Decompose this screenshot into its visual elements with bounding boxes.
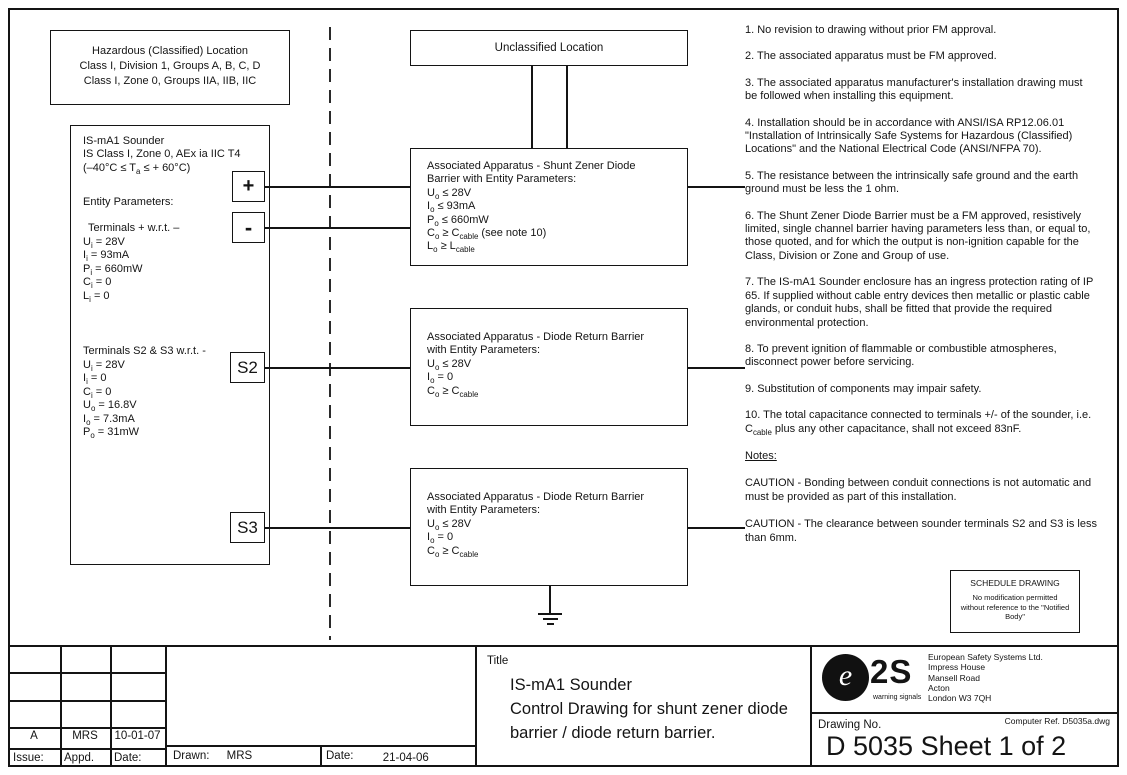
ground-stem — [549, 586, 551, 613]
drawn-cell — [173, 750, 252, 762]
barrier-text-line: $C_o \ge C_{cable}$ — [427, 544, 479, 559]
revision-date-value: 10-01-07 — [114, 730, 161, 742]
note-10: 10. The total capacitance connected to terminals +/- of the sounder, i.e. $C_{cable}$ plus any other capacitance, shall not exceed 83nF. — [745, 409, 1092, 437]
barrier-text-line: with Entity Parameters: — [427, 344, 541, 357]
schedule-drawing-title: SCHEDULE DRAWING — [970, 578, 1060, 588]
feed-line-right — [566, 66, 568, 148]
hazardous-location-line: Hazardous (Classified) Location — [92, 45, 248, 57]
titleblock-divider — [320, 745, 322, 767]
barrier-text-line: Associated Apparatus - Diode Return Barrier — [427, 491, 645, 503]
e2s-logo-2s: 2S — [870, 653, 913, 690]
entity-param: $C_i = 0$ — [83, 276, 112, 291]
ground-symbol-bar3 — [547, 623, 554, 625]
barrier-text-line: $U_o \le 28V$ — [427, 517, 472, 532]
drawing-number: D 5035 Sheet 1 of 2 — [826, 731, 1067, 761]
revision-appd-value: MRS — [72, 730, 98, 742]
barrier-box-shunt-zener — [410, 148, 688, 266]
barrier-text-line: $U_o \le 28V$ — [427, 357, 472, 372]
drawing-no-label: Drawing No. — [818, 719, 882, 731]
ground-symbol-bar2 — [543, 618, 558, 620]
terminal-s2 — [230, 352, 265, 383]
revision-row-line — [8, 672, 165, 674]
barrier-box-diode-return-2 — [410, 468, 688, 586]
e2s-logo-tagline: warning signals — [873, 694, 922, 701]
e2s-logo — [822, 654, 869, 701]
barrier-text-line: $I_o \le 93mA$ — [427, 200, 476, 215]
note-8: 8. To prevent ignition of flammable or combustible atmospheres, disconnect power before servicing. — [745, 342, 1057, 369]
terminal-s3 — [230, 512, 265, 543]
computer-ref: Computer Ref. D5035a.dwg — [1004, 716, 1110, 726]
terminal-minus-label: - — [244, 214, 253, 240]
barrier-text-line: Barrier with Entity Parameters: — [427, 173, 577, 186]
hazardous-location-line: Class I, Zone 0, Groups IIA, IIB, IIC — [83, 75, 257, 87]
company-address-line: European Safety Systems Ltd. — [928, 652, 1043, 662]
date2-label: Date: — [326, 750, 354, 762]
terminal-s3-label: S3 — [237, 517, 258, 537]
revision-row-line — [8, 727, 165, 729]
company-address-line: Impress House — [928, 662, 986, 673]
wire-barrier2-out — [688, 367, 745, 369]
entity-param: $U_i = 28V$ — [83, 236, 125, 251]
barrier-text-line: $P_o \le 660mW$ — [427, 213, 489, 228]
entity-param: $I_o = 7.3mA$ — [83, 412, 135, 427]
note-9: 9. Substitution of components may impair safety. — [745, 382, 982, 395]
note-3: 3. The associated apparatus manufacturer's installation drawing must be followed when installing this equipment. — [745, 76, 1083, 103]
wire-s2 — [265, 367, 410, 369]
entity-param: $I_i = 0$ — [83, 372, 107, 387]
note-1: 1. No revision to drawing without prior FM approval. — [745, 24, 997, 36]
entity-param: $C_i = 0$ — [83, 385, 112, 400]
barrier-text-line: $C_o \ge C_{cable}$ (see note 10) — [427, 227, 547, 242]
unclassified-location-box — [410, 30, 688, 66]
entity-param: $P_i = 660mW$ — [83, 262, 143, 277]
titleblock-divider — [165, 645, 167, 767]
schedule-drawing-body: No modification permitted without reference to the "Notified Body" — [960, 593, 1070, 622]
barrier-text-line: $I_o = 0$ — [427, 371, 454, 386]
notes-column — [745, 24, 1097, 545]
barrier-text-line: $I_o = 0$ — [427, 531, 454, 546]
note-2: 2. The associated apparatus must be FM approved. — [745, 50, 997, 63]
terminal-minus — [232, 212, 265, 243]
drawing-title-line: IS-mA1 Sounder — [510, 676, 632, 694]
note-7: 7. The IS-mA1 Sounder enclosure has an ingress protection rating of IP 65. If supplied without cable entry devices then metallic or plastic cable glands, or conduit hubs, shall be fitted that provide the required environmental protection. — [745, 276, 1094, 329]
terminals-plus-minus-header: Terminals + w.r.t. – — [88, 222, 180, 234]
wire-plus — [265, 186, 410, 188]
entity-param: $U_i = 28V$ — [83, 359, 125, 374]
sounder-info-line: ($-40^\circ C \le T_a$ ≤ + 60°C) — [83, 161, 191, 176]
entity-param: $P_o = 31mW$ — [83, 426, 140, 441]
terminal-plus-label: + — [242, 175, 255, 197]
feed-line-left — [531, 66, 533, 148]
note-4: 4. Installation should be in accordance with ANSI/ISA RP12.06.01 "Installation of Intrinsically Safe Systems for Hazardous (Classified) Locations" and the National Electrical Code (ANSI/NFPA 70). — [745, 116, 1073, 156]
entity-param: $U_o = 16.8V$ — [83, 399, 137, 414]
titleblock-divider — [810, 645, 812, 767]
entity-parameters-header: Entity Parameters: — [83, 196, 174, 208]
revision-row-line — [8, 748, 165, 750]
barrier-text-line: Associated Apparatus - Shunt Zener Diode — [427, 160, 636, 172]
titleblock-top-line — [8, 645, 1119, 647]
company-address — [928, 652, 1043, 703]
date-label: Date: — [114, 752, 142, 764]
date2-value: 21-04-06 — [382, 752, 429, 764]
drawing-title-line: Control Drawing for shunt zener diode — [510, 700, 788, 718]
drawn-value: MRS — [226, 750, 253, 762]
barrier-text-line: $L_o \ge L_{cable}$ — [427, 240, 475, 255]
company-address-line: Mansell Road — [928, 672, 980, 683]
sounder-info-line: IS Class I, Zone 0, AEx ia IIC T4 — [83, 148, 241, 161]
wire-barrier3-out — [688, 527, 745, 529]
revision-row-line — [8, 700, 165, 702]
company-address-line: Acton — [928, 682, 950, 693]
hazardous-location-line: Class I, Division 1, Groups A, B, C, D — [79, 60, 261, 72]
entity-param: $L_i = 0$ — [83, 289, 110, 304]
drawn-label: Drawn: — [173, 750, 210, 762]
zone-divider-dashed-line — [329, 27, 331, 640]
barrier-text-line: $C_o \ge C_{cable}$ — [427, 384, 479, 399]
barrier-text-line: Associated Apparatus - Diode Return Barrier — [427, 331, 645, 343]
ground-symbol-bar1 — [538, 613, 562, 615]
caution-bonding: CAUTION - Bonding between conduit connections is not automatic and must be provided as part of this installation. — [745, 477, 1092, 503]
barrier-text-line: with Entity Parameters: — [427, 504, 541, 517]
schedule-drawing-box — [950, 570, 1080, 633]
company-address-line: London W3 7QH — [928, 693, 992, 704]
notes-header: Notes: — [745, 449, 777, 462]
terminal-plus — [232, 171, 265, 202]
terminals-s2-s3-header: Terminals S2 & S3 w.r.t. - — [83, 345, 206, 357]
appd-label: Appd. — [64, 752, 95, 764]
drawing-title-line: barrier / diode return barrier. — [510, 724, 716, 742]
date2-cell — [326, 750, 429, 762]
barrier-text-line: $U_o \le 28V$ — [427, 186, 472, 201]
logo-area-line — [810, 712, 1119, 714]
wire-s3 — [265, 527, 410, 529]
caution-clearance: CAUTION - The clearance between sounder terminals S2 and S3 is less than 6mm. — [745, 518, 1097, 544]
wire-minus — [265, 227, 410, 229]
entity-param: $I_i = 93mA$ — [83, 249, 130, 264]
barrier-box-diode-return-1 — [410, 308, 688, 426]
wire-barrier1-out — [688, 186, 745, 188]
note-5: 5. The resistance between the intrinsically safe ground and the earth ground must be less the 1 ohm. — [745, 169, 1079, 196]
hazardous-location-box — [50, 30, 290, 105]
title-label: Title — [487, 655, 509, 667]
sounder-info-line: IS-mA1 Sounder — [83, 135, 165, 147]
unclassified-location-label: Unclassified Location — [494, 42, 604, 54]
revision-issue-value: A — [30, 730, 38, 742]
terminal-s2-label: S2 — [237, 357, 258, 377]
e2s-logo-e: e — [838, 658, 853, 692]
note-6: 6. The Shunt Zener Diode Barrier must be a FM approved, resistively limited, single channel barrier having parameters less than, or equal to, those quoted, and for which the output is non-ignition capable for the Class, Division or Zone and Group of use. — [745, 209, 1091, 262]
titleblock-divider — [475, 645, 477, 767]
issue-label: Issue: — [13, 752, 44, 764]
